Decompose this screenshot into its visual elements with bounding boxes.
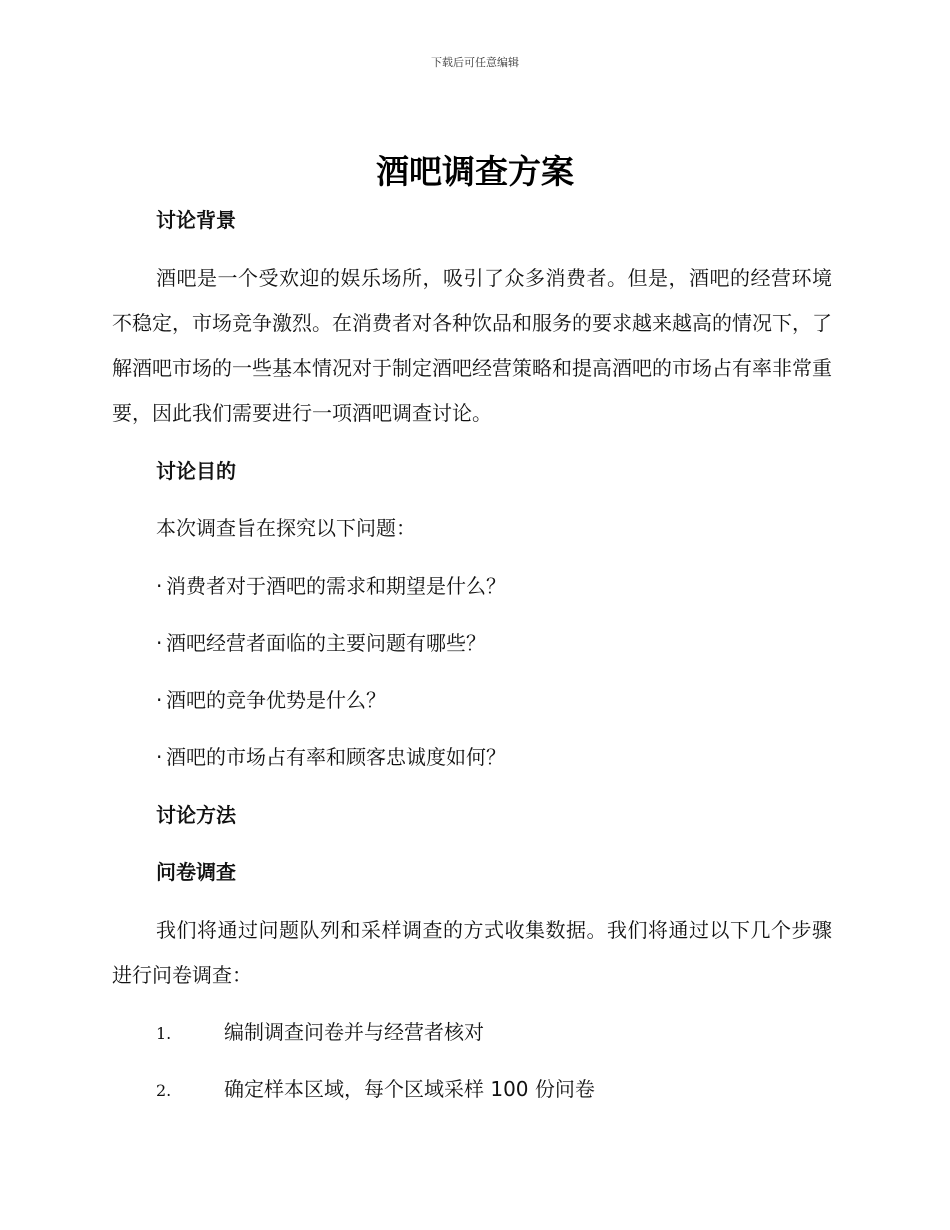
question-list-item — [156, 629, 486, 657]
bullet-icon: · — [156, 574, 163, 598]
subsection-heading-survey: 问卷调查 — [156, 860, 236, 884]
step-text: 编制调查问卷并与经营者核对 — [224, 1020, 484, 1044]
bullet-icon: · — [156, 688, 163, 712]
question-list-item — [156, 743, 506, 771]
step-text: 确定样本区域，每个区域采样 100 份问卷 — [224, 1077, 595, 1101]
step-number: 1. — [156, 1024, 172, 1043]
purpose-intro: 本次调查旨在探究以下问题： — [156, 516, 416, 540]
question-list-item — [156, 572, 506, 600]
question-text: 消费者对于酒吧的需求和期望是什么？ — [166, 574, 506, 598]
background-paragraph: 酒吧是一个受欢迎的娱乐场所，吸引了众多消费者。但是，酒吧的经营环境不稳定，市场竞争激烈。在消费者对各种饮品和服务的要求越来越高的情况下，了解酒吧市场的一些基本情况对于制定酒吧经营策略和提高酒吧的市场占有率非常重要，因此我们需要进行一项酒吧调查讨论。 — [112, 266, 832, 425]
question-text: 酒吧的市场占有率和顾客忠诚度如何？ — [166, 745, 506, 769]
step-number: 2. — [156, 1081, 172, 1100]
question-list-item — [156, 686, 386, 714]
survey-step-item — [156, 1018, 484, 1048]
survey-paragraph: 我们将通过问题队列和采样调查的方式收集数据。我们将通过以下几个步骤进行问卷调查： — [112, 918, 832, 987]
section-heading-purpose: 讨论目的 — [156, 459, 236, 483]
survey-step-item — [156, 1075, 595, 1105]
question-text: 酒吧的竞争优势是什么？ — [166, 688, 386, 712]
section-heading-background: 讨论背景 — [156, 208, 236, 232]
section-heading-method: 讨论方法 — [156, 803, 236, 827]
bullet-icon: · — [156, 745, 163, 769]
document-title: 酒吧调查方案 — [376, 152, 574, 191]
bullet-icon: · — [156, 631, 163, 655]
question-text: 酒吧经营者面临的主要问题有哪些？ — [166, 631, 486, 655]
page-header-note: 下载后可任意编辑 — [431, 56, 519, 69]
